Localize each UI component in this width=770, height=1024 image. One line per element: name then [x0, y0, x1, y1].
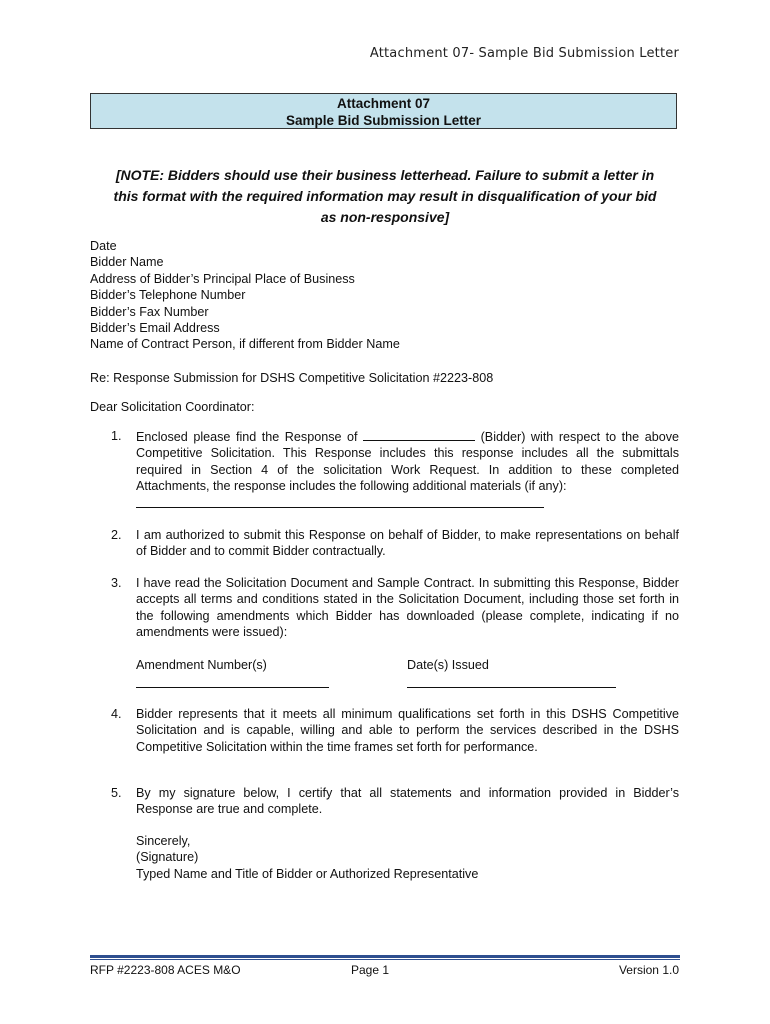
item-number: 4. [111, 707, 122, 721]
footer-version: Version 1.0 [618, 963, 679, 977]
bidder-name-blank[interactable] [363, 428, 475, 441]
item-number: 5. [111, 786, 122, 800]
date-issued-blank[interactable] [407, 687, 616, 688]
note-line-1: [NOTE: Bidders should use their business letterhead. Failure to submit a letter in [115, 167, 655, 183]
amendment-number-blank[interactable] [136, 687, 329, 688]
address-line: Bidder Name [90, 255, 164, 270]
date-issued-label: Date(s) Issued [407, 658, 489, 672]
list-item-4 [111, 706, 679, 755]
item-text: I have read the Solicitation Document and Sample Contract. In submitting this Response, Bidder accepts all terms and conditions stated in the Solicitation Document, including those set forth in the following amendments which Bidder has downloaded (please complete, indicating if no amendments were issued): [136, 576, 679, 640]
list-item-2 [111, 527, 679, 560]
footer-divider [90, 955, 680, 958]
address-line: Date [90, 239, 117, 253]
note-line-2: this format with the required information may result in disqualification of your bid [113, 188, 657, 204]
signature-placeholder: (Signature) [136, 850, 199, 865]
address-line: Name of Contract Person, if different from Bidder Name [90, 337, 400, 352]
item-number: 2. [111, 528, 122, 542]
note-line-3: as non-responsive] [320, 209, 450, 225]
item-number: 1. [111, 429, 122, 443]
address-line: Bidder’s Fax Number [90, 304, 209, 319]
title-line-2: Sample Bid Submission Letter [285, 113, 482, 128]
closing-block [136, 833, 478, 882]
item-number: 3. [111, 576, 122, 590]
salutation: Dear Solicitation Coordinator: [90, 400, 255, 414]
address-line: Address of Bidder’s Principal Place of Business [90, 271, 355, 286]
footer-rfp-number: RFP #2223-808 ACES M&O [90, 963, 241, 977]
item-text-part: (Bidder) with respect to the above Competitive Solicitation. This Response includes this response includes all the submittals required in Section 4 of the solicitation Work Request. In addition to these completed Attachments, the response includes the following additional materials (if any): [136, 430, 680, 494]
title-box [90, 93, 677, 129]
title-line-1: Attachment 07 [336, 96, 431, 111]
additional-materials-blank[interactable] [136, 495, 544, 508]
amendment-number-label: Amendment Number(s) [136, 658, 267, 672]
footer-page-number: Page 1 [351, 963, 390, 977]
running-header: Attachment 07- Sample Bid Submission Letter [369, 46, 679, 61]
item-text: By my signature below, I certify that all statements and information provided in Bidder’s Response are true and complete. [136, 786, 679, 817]
item-text-part: Enclosed please find the Response of [136, 430, 358, 444]
sincerely-text: Sincerely, [136, 834, 191, 848]
address-block [90, 238, 400, 353]
list-item-1 [111, 428, 679, 512]
re-line: Re: Response Submission for DSHS Competitive Solicitation #2223-808 [90, 371, 494, 385]
address-line: Bidder’s Email Address [90, 321, 220, 336]
typed-name-placeholder: Typed Name and Title of Bidder or Authorized Representative [136, 866, 479, 881]
item-text: Bidder represents that it meets all minimum qualifications set forth in this DSHS Competitive Solicitation and is capable, willing and able to perform the services described in the DSHS Competitive Solicitation within the time frames set forth for performance. [136, 707, 679, 754]
list-item-3 [111, 575, 679, 641]
bidder-note [90, 165, 680, 228]
item-text [136, 428, 679, 512]
list-item-5 [111, 785, 679, 818]
footer-divider-thin [90, 959, 680, 960]
address-line: Bidder’s Telephone Number [90, 288, 246, 303]
item-text: I am authorized to submit this Response on behalf of Bidder, to make representations on behalf of Bidder and to commit Bidder contractually. [136, 528, 679, 559]
